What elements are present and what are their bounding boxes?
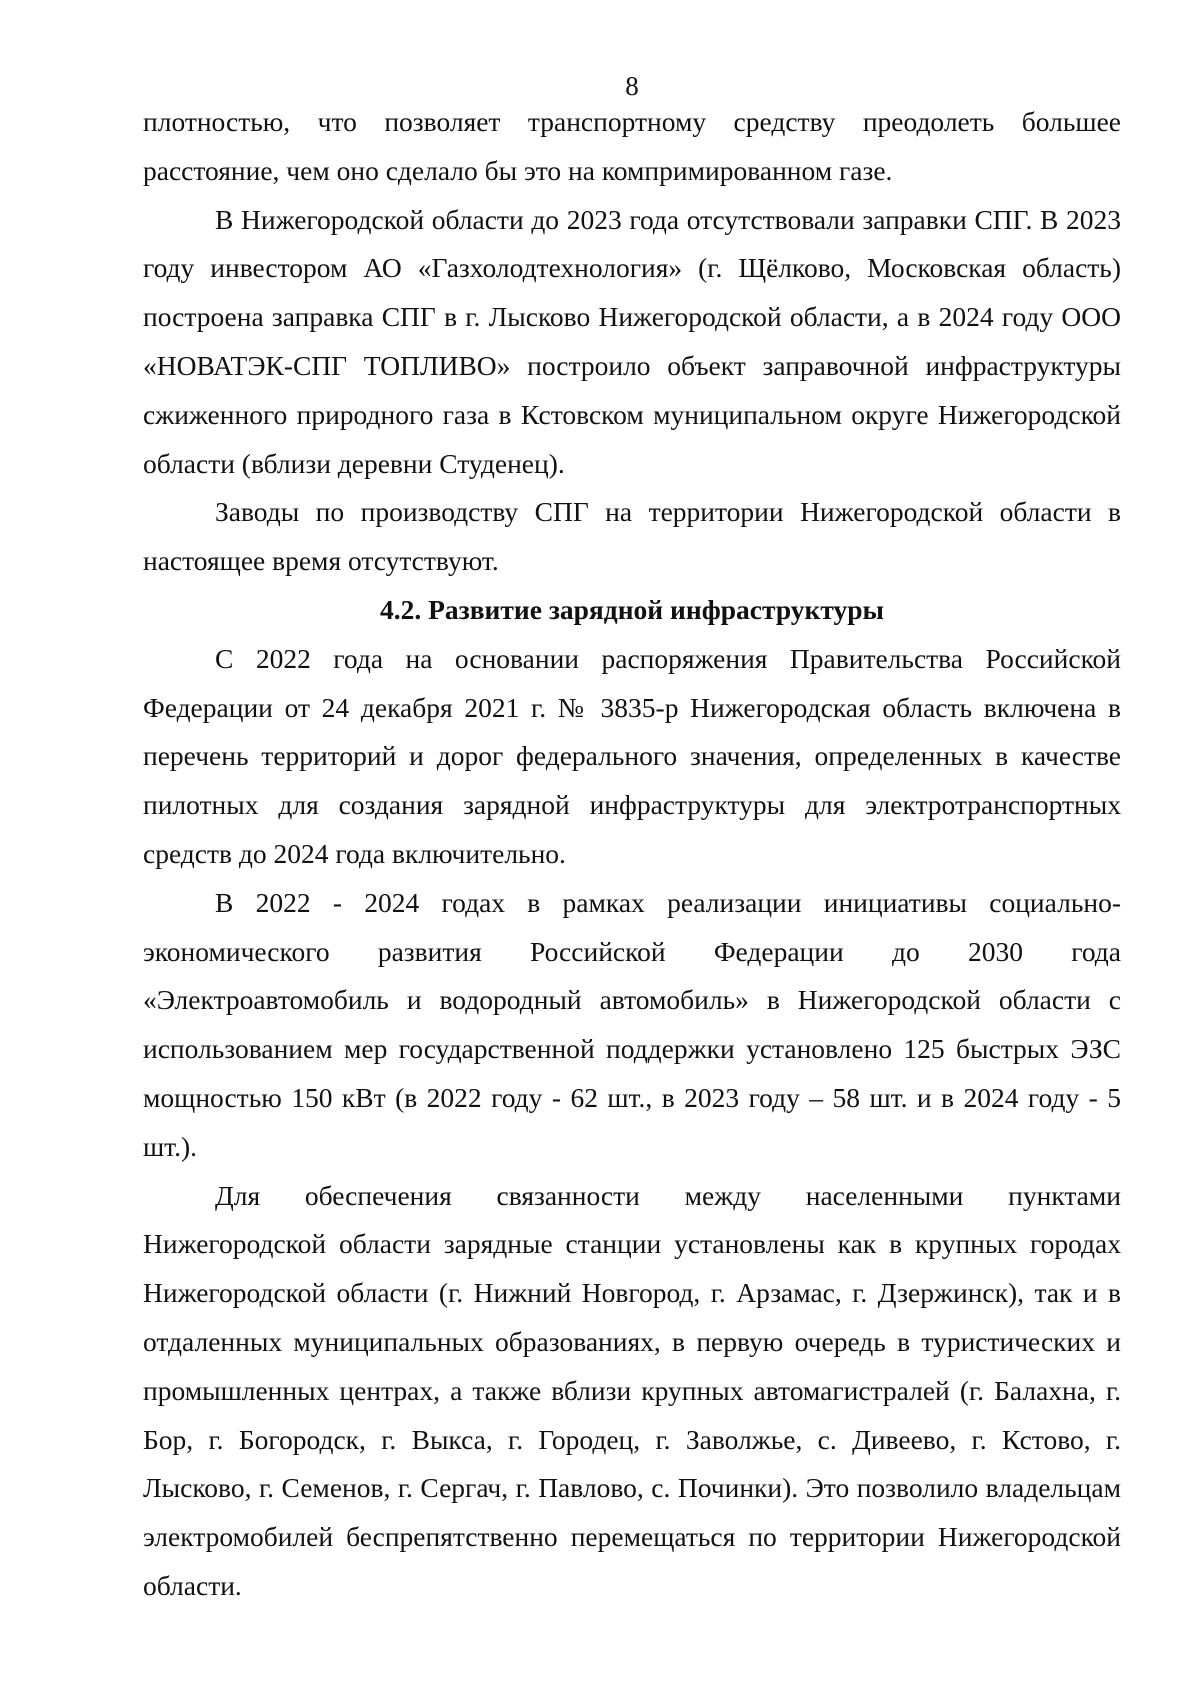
section-paragraph-2: В 2022 - 2024 годах в рамках реализации инициативы социально-экономического развития Российской Федерации до 2030 года «Электроавтомобиль и водородный автомобиль» в Нижегородской области с использованием мер государственной поддержки установлено 125 быстрых ЭЗС мощностью 150 кВт (в 2022 году - 62 шт., в 2023 году – 58 шт. и в 2024 году - 5 шт.). bbox=[143, 886, 1121, 1162]
page-number: 8 bbox=[625, 71, 639, 101]
section-paragraph-1: С 2022 года на основании распоряжения Правительства Российской Федерации от 24 декабря 2021 г. № 3835-р Нижегородская область включена в перечень территорий и дорог федерального значения, определенных в качестве пилотных для создания зарядной инфраструктуры для электротранспортных средств до 2024 года включительно. bbox=[143, 642, 1121, 869]
paragraph-1: плотностью, что позволяет транспортному средству преодолеть большее расстояние, чем оно сделало бы это на компримированном газе. bbox=[143, 106, 1121, 186]
section-heading: 4.2. Развитие зарядной инфраструктуры bbox=[379, 593, 885, 625]
section-paragraph-3: Для обеспечения связанности между населенными пунктами Нижегородской области зарядные станции установлены как в крупных городах Нижегородской области (г. Нижний Новгород, г. Арзамас, г. Дзержинск), так и в отдаленных муниципальных образованиях, в первую очередь в туристических и промышленных центрах, а также вблизи крупных автомагистралей (г. Балахна, г. Бор, г. Богородск, г. Выкса, г. Городец, г. Заволжье, с. Дивеево, г. Кстово, г. Лысково, г. Семенов, г. Сергач, г. Павлово, с. Починки). Это позволило владельцам электромобилей беспрепятственно перемещаться по территории Нижегородской области. bbox=[143, 1179, 1121, 1601]
document-page bbox=[143, 68, 1121, 1611]
paragraph-3: Заводы по производству СПГ на территории Нижегородской области в настоящее время отсутствуют. bbox=[143, 496, 1121, 577]
paragraph-2: В Нижегородской области до 2023 года отсутствовали заправки СПГ. В 2023 году инвестором АО «Газхолодтехнология» (г. Щёлково, Московская область) построена заправка СПГ в г. Лысково Нижегородской области, а в 2024 году ООО «НОВАТЭК-СПГ ТОПЛИВО» построило объект заправочной инфраструктуры сжиженного природного газа в Кстовском муниципальном округе Нижегородской области (вблизи деревни Студенец). bbox=[143, 203, 1121, 479]
